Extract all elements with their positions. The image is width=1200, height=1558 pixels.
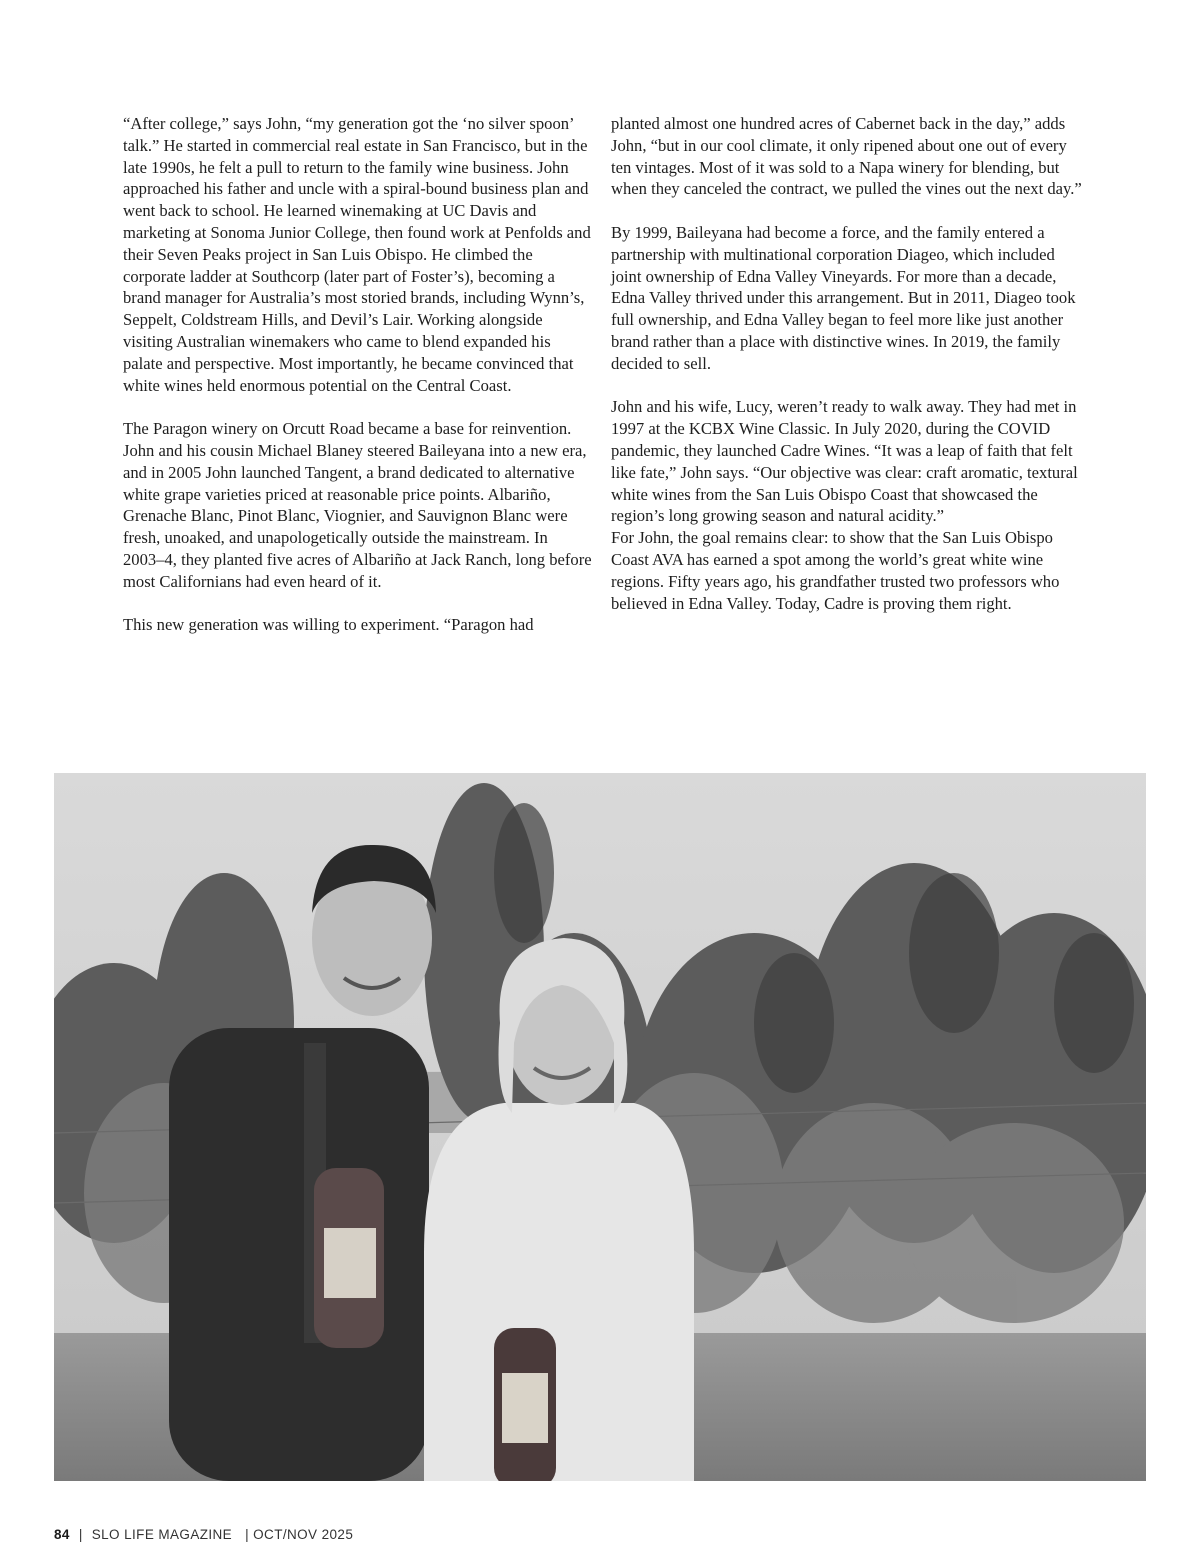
article-column-right <box>611 113 1089 614</box>
page-footer <box>54 1527 353 1542</box>
article-paragraph: The Paragon winery on Orcutt Road became a base for reinvention. John and his cousin Michael Blaney steered Baileyana into a new era, and in 2005 John launched Tangent, a brand dedicated to alternative white grape varieties priced at reasonable price points. Albariño, Grenache Blanc, Pinot Blanc, Viognier, and Sauvignon Blanc were fresh, unoaked, and unapologetically outside the mainstream. In 2003–4, they planted five acres of Albariño at Jack Ranch, long before most Californians had even heard of it. <box>123 419 592 591</box>
article-column-left <box>123 113 593 636</box>
page-number: 84 <box>54 1527 70 1542</box>
article-paragraph: “After college,” says John, “my generation got the ‘no silver spoon’ talk.” He started in commercial real estate in San Francisco, but in the late 1990s, he felt a pull to return to the family wine business. John approached his father and uncle with a spiral-bound business plan and went back to school. He learned winemaking at UC Davis and marketing at Sonoma Junior College, then found work at Penfolds and their Seven Peaks project in San Luis Obispo. He climbed the corporate ladder at Southcorp (later part of Foster’s), becoming a brand manager for Australia’s most storied brands, including Wynn’s, Seppelt, Coldstream Hills, and Devil’s Lair. Working alongside visiting Australian winemakers who came to blend expanded his palate and perspective. Most importantly, he became convinced that white wines held enormous potential on the Central Coast. <box>123 114 591 395</box>
article-paragraph: For John, the goal remains clear: to show that the San Luis Obispo Coast AVA has earned a spot among the world’s great white wine regions. Fifty years ago, his grandfather trusted two professors who believed in Edna Valley. Today, Cadre is proving them right. <box>611 528 1060 613</box>
article-paragraph: By 1999, Baileyana had become a force, and the family entered a partnership with multinational corporation Diageo, which included joint ownership of Edna Valley Vineyards. For more than a decade, Edna Valley thrived under this arrangement. But in 2011, Diageo took full ownership, and Edna Valley began to feel more like just another brand rather than a place with distinctive wines. In 2019, the family decided to sell. <box>611 222 1076 373</box>
article-paragraph: planted almost one hundred acres of Cabernet back in the day,” adds John, “but in our cool climate, it only ripened about one out of every ten vintages. Most of it was sold to a Napa winery for blending, but when they canceled the contract, we pulled the vines out the next day.” <box>611 114 1082 199</box>
magazine-name: SLO LIFE MAGAZINE <box>91 1527 233 1542</box>
article-paragraph: This new generation was willing to experiment. “Paragon had <box>123 615 534 635</box>
issue-date: | OCT/NOV 2025 <box>245 1527 354 1542</box>
photo-illustration <box>54 773 1146 1481</box>
article-paragraph: John and his wife, Lucy, weren’t ready to walk away. They had met in 1997 at the KCBX Wine Classic. In July 2020, during the COVID pandemic, they launched Cadre Wines. “It was a leap of faith that felt like fate,” John says. “Our objective was clear: craft aromatic, textural white wines from the San Luis Obispo Coast that showcased the region’s long growing season and natural acidity.” <box>611 397 1078 526</box>
vineyard-couple-photo <box>54 773 1146 1481</box>
footer-separator: | <box>78 1527 83 1542</box>
